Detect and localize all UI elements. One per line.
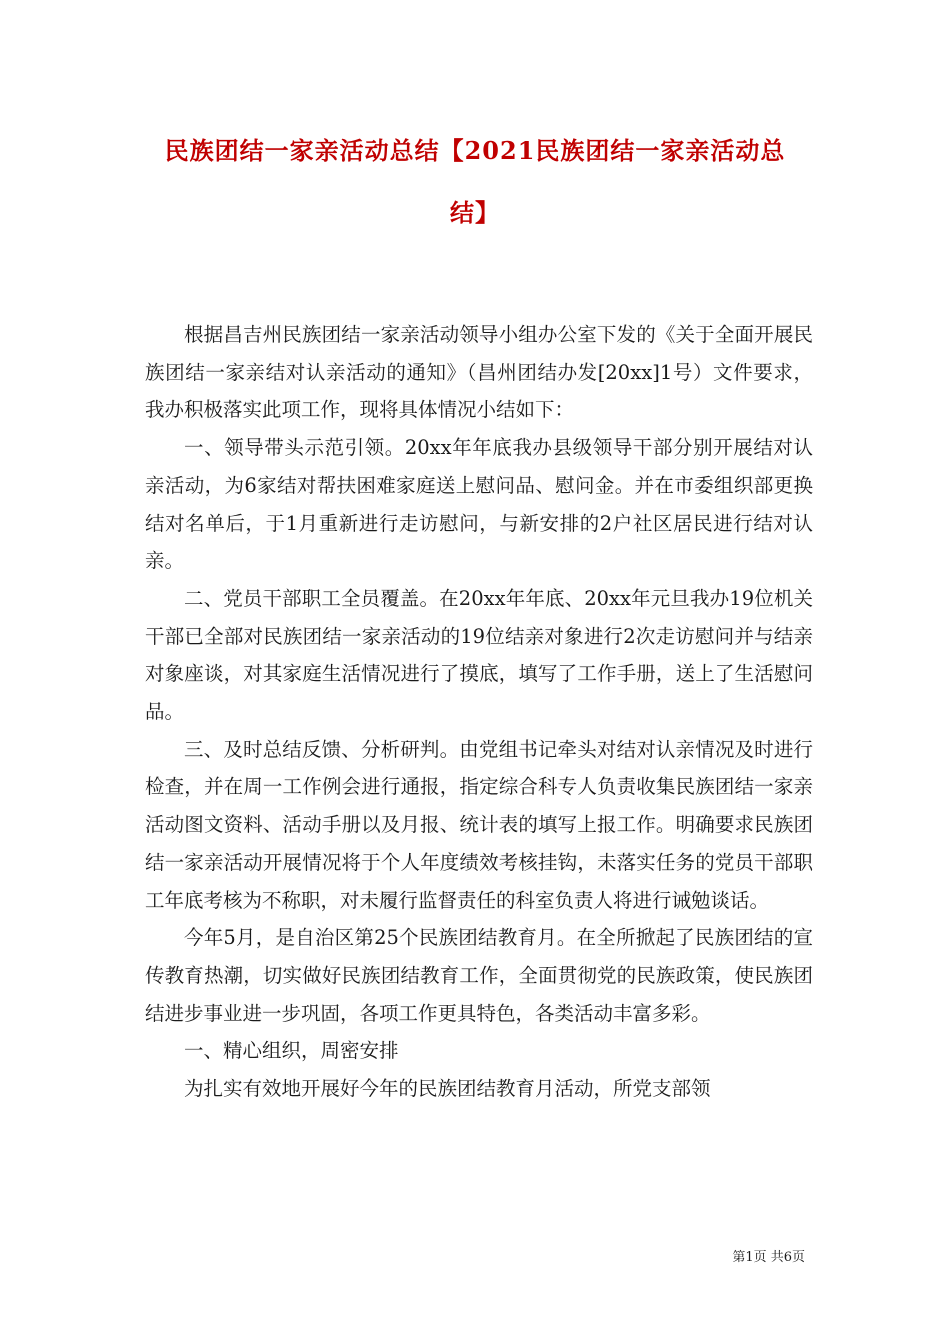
paragraph-education-month: 今年5月，是自治区第25个民族团结教育月。在全所掀起了民族团结的宣传教育热潮，切实做好民族团结教育工作，全面贯彻党的民族政策，使民族团结进步事业进一步巩固，各项工作更具特色，各类活动丰富多彩。 [145, 926, 813, 1025]
title-line-2: 结】 [450, 198, 500, 227]
page-number-footer: 第1页 共6页 [732, 1250, 805, 1265]
paragraph-organize: 为扎实有效地开展好今年的民族团结教育月活动，所党支部领 [184, 1077, 711, 1101]
paragraph-section-1: 一、领导带头示范引领。20xx年年底我办县级领导干部分别开展结对认亲活动，为6家结对帮扶困难家庭送上慰问品、慰问金。并在市委组织部更换结对名单后，于1月重新进行走访慰问，与新安排的2户社区居民进行结对认亲。 [145, 436, 813, 573]
document-title [140, 120, 810, 244]
title-line-1: 民族团结一家亲活动总结【2021民族团结一家亲活动总 [164, 136, 786, 165]
paragraph-intro: 根据昌吉州民族团结一家亲活动领导小组办公室下发的《关于全面开展民族团结一家亲结对认亲活动的通知》（昌州团结办发[20xx]1号）文件要求，我办积极落实此项工作，现将具体情况小结如下： [145, 323, 813, 422]
paragraph-section-3: 三、及时总结反馈、分析研判。由党组书记牵头对结对认亲情况及时进行检查，并在周一工作例会进行通报，指定综合科专人负责收集民族团结一家亲活动图文资料、活动手册以及月报、统计表的填写上报工作。明确要求民族团结一家亲活动开展情况将于个人年度绩效考核挂钩，未落实任务的党员干部职工年底考核为不称职，对未履行监督责任的科室负责人将进行诫勉谈话。 [145, 737, 813, 912]
document-body [145, 316, 813, 1108]
paragraph-heading-organize: 一、精心组织，周密安排 [184, 1039, 399, 1063]
paragraph-section-2: 二、党员干部职工全员覆盖。在20xx年年底、20xx年元旦我办19位机关干部已全部对民族团结一家亲活动的19位结亲对象进行2次走访慰问并与结亲对象座谈，对其家庭生活情况进行了摸底，填写了工作手册，送上了生活慰问品。 [145, 586, 813, 724]
